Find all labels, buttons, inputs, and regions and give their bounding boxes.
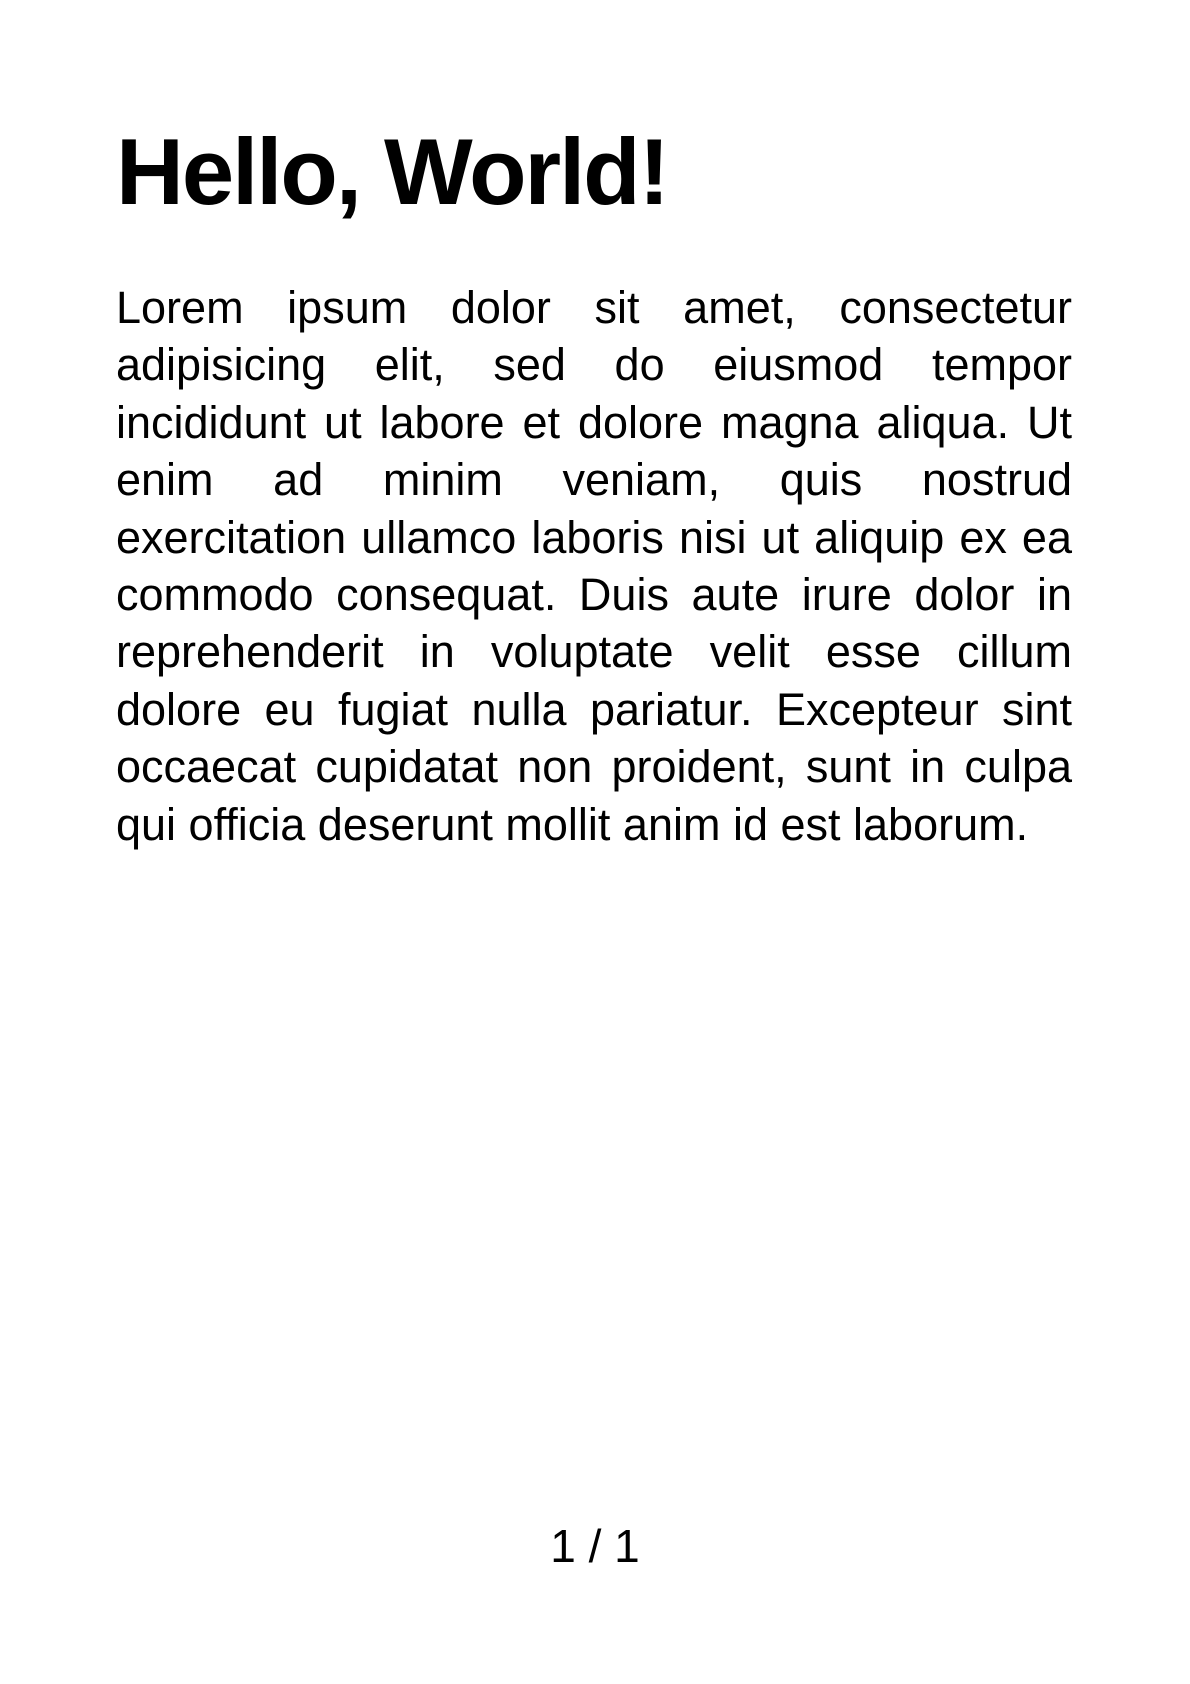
body-paragraph: Lorem ipsum dolor sit amet, consectetur adipisicing elit, sed do eiusmod tempor incididunt ut labore et dolore magna aliqua. Ut enim ad minim veniam, quis nostrud exercitation ullamco laboris nisi ut aliquip ex ea commodo consequat. Duis aute irure dolor in reprehenderit in voluptate velit esse cillum dolore eu fugiat nulla pariatur. Excepteur sint occaecat cupidatat non proident, sunt in culpa qui officia deserunt mollit anim id est laborum.: [116, 282, 1072, 850]
page-number: 1 / 1: [550, 1520, 640, 1572]
page-title: Hello, World!: [116, 119, 668, 224]
